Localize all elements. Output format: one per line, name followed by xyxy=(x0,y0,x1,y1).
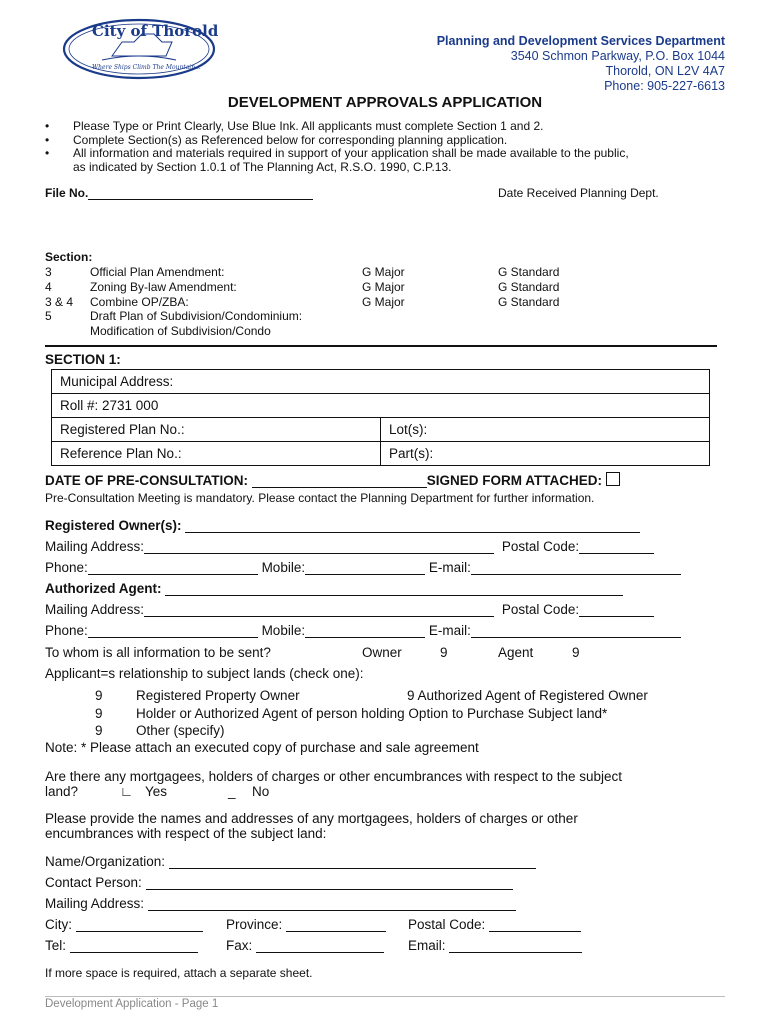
mortgage-question-line1: Are there any mortgagees, holders of charges or other encumbrances with respect to the subject xyxy=(45,769,623,784)
tel-field[interactable]: Tel: xyxy=(45,938,198,953)
provide-line1: Please provide the names and addresses of any mortgagees, holders of charges or other xyxy=(45,811,578,826)
major-checkbox[interactable]: G Major xyxy=(362,280,405,294)
section-1-heading: SECTION 1: xyxy=(45,352,121,367)
list-item: • All information and materials required in support of your application shall be made available to the public, xyxy=(45,146,629,160)
relationship-checkbox[interactable]: 9 Authorized Agent of Registered Owner xyxy=(407,688,648,703)
section-number: 4 xyxy=(45,280,52,294)
section-name: Zoning By-law Amendment: xyxy=(90,280,237,294)
owner-mailing-address-field[interactable]: Mailing Address: Postal Code: xyxy=(45,539,654,554)
list-item: • Complete Section(s) as Referenced below for corresponding planning application. xyxy=(45,132,508,147)
extra-space-note: If more space is required, attach a separate sheet. xyxy=(45,966,313,980)
address-line-1: 3540 Schmon Parkway, P.O. Box 1044 xyxy=(510,49,725,63)
preconsultation-row xyxy=(45,472,620,488)
relationship-checkbox[interactable]: 9 xyxy=(95,723,103,738)
page-title: DEVELOPMENT APPROVALS APPLICATION xyxy=(227,94,543,111)
mortgage-no-checkbox[interactable]: _ xyxy=(228,784,236,799)
bullet-icon: • xyxy=(45,146,50,160)
signed-form-checkbox[interactable] xyxy=(606,472,620,486)
relationship-checkbox[interactable]: 9 xyxy=(95,706,103,721)
name-organization-field[interactable]: Name/Organization: xyxy=(45,854,536,869)
send-to-owner-checkbox[interactable]: 9 xyxy=(440,645,448,660)
lots-field[interactable]: Lot(s): xyxy=(381,418,710,442)
section-number: 3 & 4 xyxy=(45,295,74,309)
city-field[interactable]: City: xyxy=(45,917,203,932)
option-other: Other (specify) xyxy=(136,723,225,738)
section-divider xyxy=(45,345,717,347)
date-received-label: Date Received Planning Dept. xyxy=(498,186,659,200)
section-heading: Section: xyxy=(45,250,93,264)
list-item: as indicated by Section 1.0.1 of The Planning Act, R.S.O. 1990, C.P.13. xyxy=(73,159,452,174)
option-authorized-agent: Authorized Agent of Registered Owner xyxy=(417,688,648,703)
option-option-holder: Holder or Authorized Agent of person holding Option to Purchase Subject land* xyxy=(136,706,608,721)
contact-person-field[interactable]: Contact Person: xyxy=(45,875,513,890)
mortgage-question-line2: land? xyxy=(45,784,79,799)
section-name: Combine OP/ZBA: xyxy=(90,295,189,309)
property-info-table xyxy=(51,369,710,466)
instructions-list xyxy=(45,120,735,174)
parts-field[interactable]: Part(s): xyxy=(381,442,710,466)
logo-tagline: Where Ships Climb The Mountain... xyxy=(92,64,201,71)
address-line-2: Thorold, ON L2V 4A7 xyxy=(605,64,725,78)
authorized-agent-field[interactable]: Authorized Agent: xyxy=(45,581,623,596)
page-footer: Development Application - Page 1 xyxy=(45,998,219,1010)
list-item: • Please Type or Print Clearly, Use Blue Ink. All applicants must complete Section 1 and 2. xyxy=(45,119,544,133)
major-checkbox[interactable]: G Major xyxy=(362,295,405,309)
standard-checkbox[interactable]: G Standard xyxy=(498,265,560,279)
mortgage-no-label: No xyxy=(252,784,270,799)
agent-mailing-address-field[interactable]: Mailing Address: Postal Code: xyxy=(45,602,654,617)
bullet-icon: • xyxy=(45,132,50,147)
bullet-icon: • xyxy=(45,119,50,133)
mortgage-yes-label: Yes xyxy=(145,784,168,799)
contact-email-field[interactable]: Email: xyxy=(408,938,582,953)
file-no-label: File No. xyxy=(45,186,89,200)
signed-form-label: SIGNED FORM ATTACHED: xyxy=(426,473,602,488)
preconsultation-note: Pre-Consultation Meeting is mandatory. Please contact the Planning Department for further information. xyxy=(45,491,595,505)
province-field[interactable]: Province: xyxy=(226,917,386,932)
send-to-owner-label: Owner xyxy=(362,645,402,660)
provide-line2: encumbrances with respect of the subject land: xyxy=(45,826,327,841)
fax-field[interactable]: Fax: xyxy=(226,938,384,953)
roll-number-field[interactable]: Roll #: 2731 000 xyxy=(52,394,710,418)
send-to-agent-checkbox[interactable]: 9 xyxy=(572,645,580,660)
city-logo xyxy=(62,18,219,80)
relationship-note: Note: * Please attach an executed copy of purchase and sale agreement xyxy=(45,740,479,755)
relationship-checkbox[interactable]: 9 xyxy=(95,688,103,703)
logo-city-name: City of Thorold xyxy=(92,22,219,40)
option-registered-owner: Registered Property Owner xyxy=(136,688,300,703)
relationship-question: Applicant=s relationship to subject lands (check one): xyxy=(45,666,364,681)
footer-divider xyxy=(45,996,725,997)
contact-mailing-address-field[interactable]: Mailing Address: xyxy=(45,896,516,911)
preconsultation-date-input[interactable] xyxy=(252,474,427,488)
section-name: Official Plan Amendment: xyxy=(90,265,225,279)
municipal-address-field[interactable]: Municipal Address: xyxy=(52,370,710,394)
registered-owner-field[interactable]: Registered Owner(s): xyxy=(45,518,640,533)
section-number: 5 xyxy=(45,309,52,323)
mortgage-yes-checkbox[interactable]: ∟ xyxy=(120,784,134,799)
contact-postal-code-field[interactable]: Postal Code: xyxy=(408,917,581,932)
send-to-agent-label: Agent xyxy=(498,645,534,660)
section-name: Modification of Subdivision/Condo xyxy=(90,324,271,338)
owner-contact-row[interactable]: Phone: Mobile: E-mail: xyxy=(45,560,681,575)
department-name: Planning and Development Services Department xyxy=(436,34,725,48)
standard-checkbox[interactable]: G Standard xyxy=(498,295,560,309)
phone-line: Phone: 905-227-6613 xyxy=(604,79,725,93)
send-to-question: To whom is all information to be sent? xyxy=(45,645,271,660)
major-checkbox[interactable]: G Major xyxy=(362,265,405,279)
section-number: 3 xyxy=(45,265,52,279)
section-name: Draft Plan of Subdivision/Condominium: xyxy=(90,309,303,323)
agent-contact-row[interactable]: Phone: Mobile: E-mail: xyxy=(45,623,681,638)
standard-checkbox[interactable]: G Standard xyxy=(498,280,560,294)
registered-plan-field[interactable]: Registered Plan No.: xyxy=(52,418,381,442)
file-no-field[interactable] xyxy=(45,186,313,200)
reference-plan-field[interactable]: Reference Plan No.: xyxy=(52,442,381,466)
preconsultation-date-label: DATE OF PRE-CONSULTATION: xyxy=(45,473,248,488)
department-header xyxy=(437,34,725,94)
